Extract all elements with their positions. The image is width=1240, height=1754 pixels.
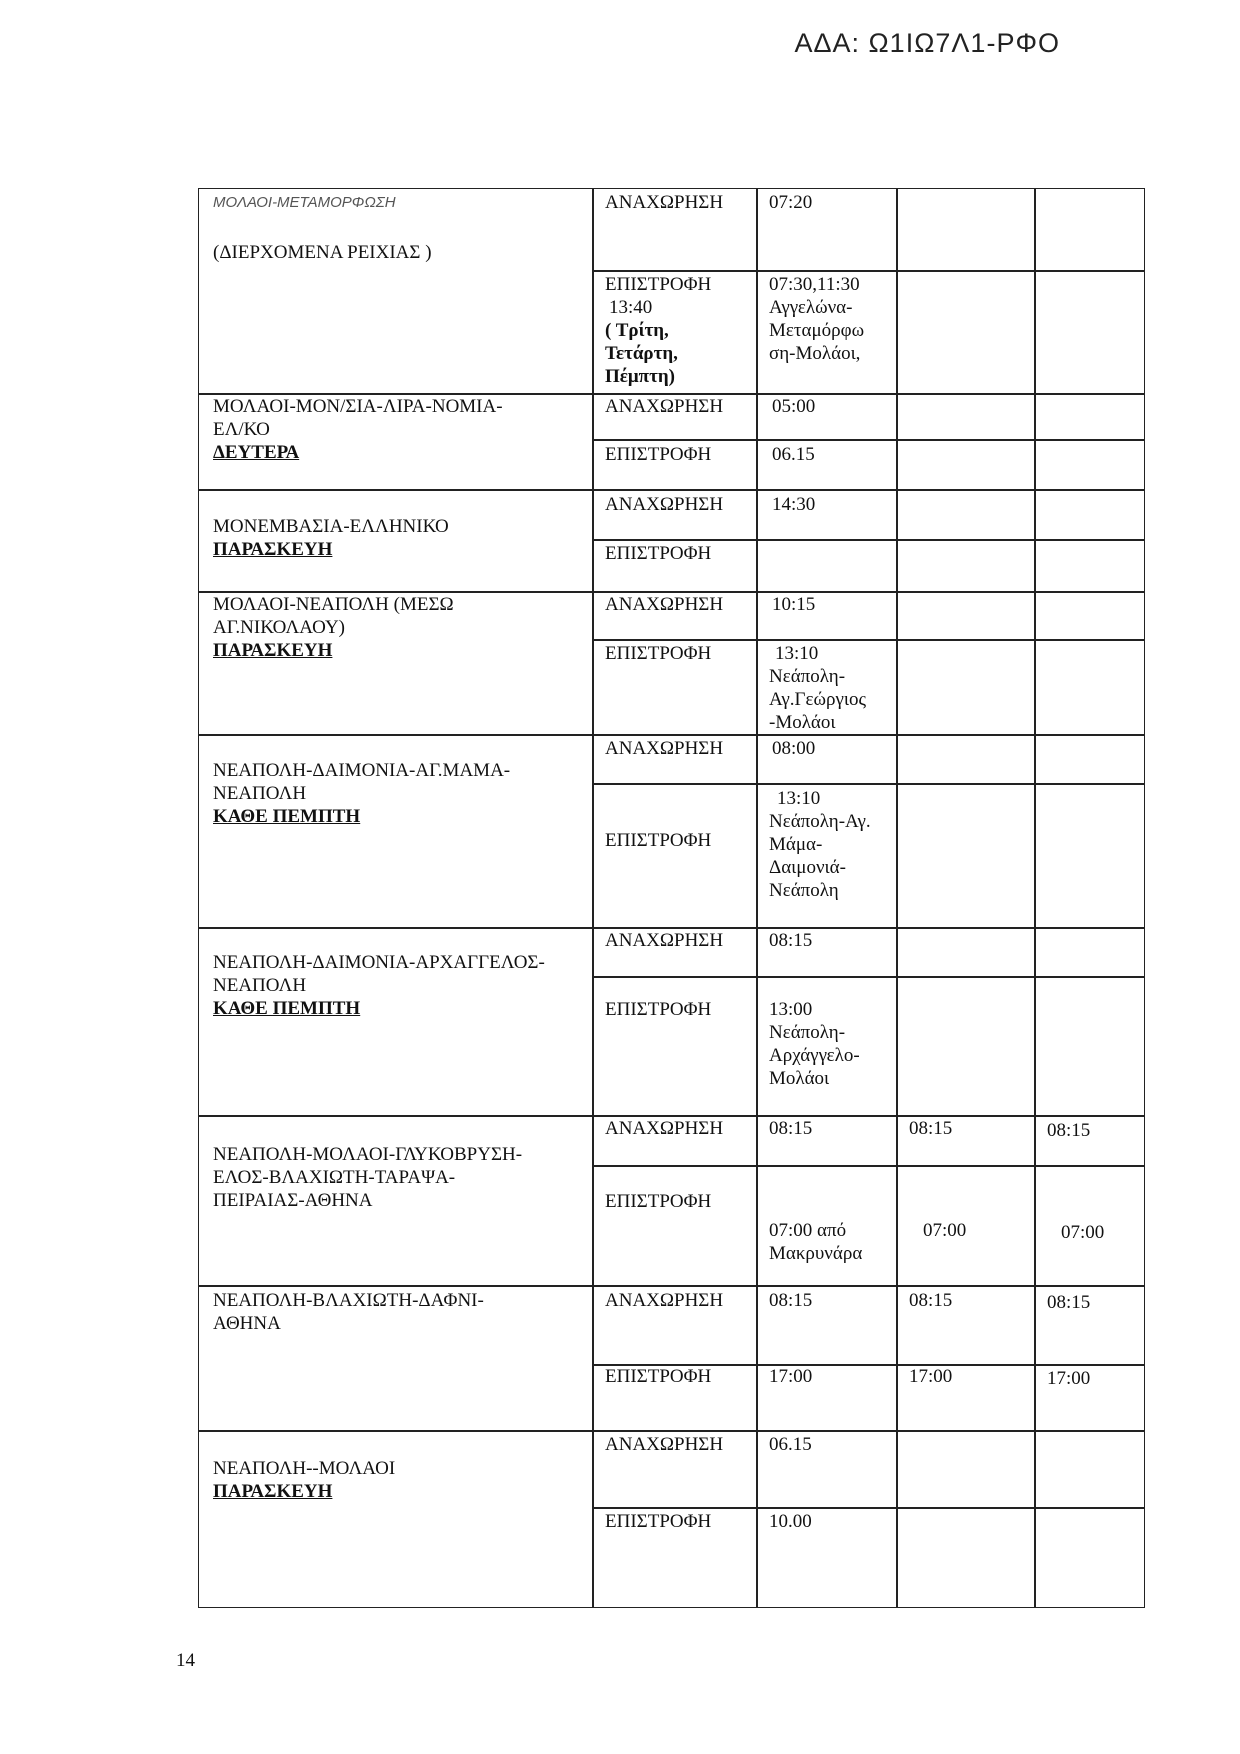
departure-label: ΑΝΑΧΩΡΗΣΗ	[605, 738, 724, 759]
column-divider	[756, 189, 758, 1607]
return-label-time: 13:40	[609, 297, 653, 318]
schedule-table	[198, 188, 1145, 1608]
return-time-line: 13:10	[775, 643, 819, 664]
return-time-line: Μεταμόρφω	[769, 320, 865, 341]
return-time-line: -Μολάοι	[769, 712, 836, 733]
column-divider	[592, 189, 594, 1607]
return-label: ΕΠΙΣΤΡΟΦΗ	[605, 999, 712, 1020]
departure-time: 06.15	[769, 1434, 812, 1455]
return-time: 17:00	[909, 1366, 953, 1387]
return-label: ΕΠΙΣΤΡΟΦΗ	[605, 543, 712, 564]
route-divider	[199, 734, 1144, 736]
return-label: ΕΠΙΣΤΡΟΦΗ	[605, 830, 712, 851]
route-name: ΜΟΝΕΜΒΑΣΙΑ-ΕΛΛΗΝΙΚΟ	[213, 516, 449, 537]
departure-time: 05:00	[772, 396, 816, 417]
return-time: 17:00	[1047, 1368, 1091, 1389]
route-name: ΝΕΑΠΟΛΗ--ΜΟΛΑΟΙ	[213, 1458, 396, 1479]
return-label: ΕΠΙΣΤΡΟΦΗ	[605, 274, 712, 295]
route-name-line: ΝΕΑΠΟΛΗ	[213, 783, 307, 804]
departure-time: 07:20	[769, 192, 813, 213]
row-divider	[592, 539, 1144, 541]
return-time-line: Αγ.Γεώργιος	[769, 689, 867, 710]
route-name-line: ΝΕΑΠΟΛΗ-ΔΑΙΜΟΝΙΑ-ΑΓ.ΜΑΜΑ-	[213, 760, 511, 781]
route-day: ΠΑΡΑΣΚΕΥΗ	[213, 640, 333, 661]
return-time-line: Νεάπολη-Αγ.	[769, 811, 871, 832]
return-label: ΕΠΙΣΤΡΟΦΗ	[605, 1511, 712, 1532]
row-divider	[592, 439, 1144, 441]
route-name-line: ΠΕΙΡΑΙΑΣ-ΑΘΗΝΑ	[213, 1190, 373, 1211]
column-divider	[896, 189, 898, 1607]
departure-time: 08:15	[769, 1118, 813, 1139]
return-time-line: Δαιμονιά-	[769, 857, 846, 878]
route-name: ΜΟΛΑΟΙ-ΜΕΤΑΜΟΡΦΩΣΗ	[213, 194, 396, 211]
return-days-line: ( Τρίτη,	[605, 320, 669, 341]
return-time-line: Νεάπολη	[769, 880, 839, 901]
departure-time: 08:00	[772, 738, 816, 759]
departure-time: 08:15	[1047, 1120, 1091, 1141]
route-name-line: ΑΓ.ΝΙΚΟΛΑΟΥ)	[213, 617, 345, 638]
return-time-line: 13:10	[777, 788, 821, 809]
return-time-line: Μάμα-	[769, 834, 823, 855]
route-day: ΠΑΡΑΣΚΕΥΗ	[213, 539, 333, 560]
return-time-line: Νεάπολη-	[769, 1022, 846, 1043]
row-divider	[592, 1507, 1144, 1509]
return-time-line: ση-Μολάοι,	[769, 343, 861, 364]
route-name-line: ΝΕΑΠΟΛΗ	[213, 975, 307, 996]
departure-time: 10:15	[772, 594, 816, 615]
route-day: ΠΑΡΑΣΚΕΥΗ	[213, 1481, 333, 1502]
route-name-line: ΜΟΛΑΟΙ-ΝΕΑΠΟΛΗ (ΜΕΣΩ	[213, 594, 454, 615]
departure-label: ΑΝΑΧΩΡΗΣΗ	[605, 594, 724, 615]
route-divider	[199, 489, 1144, 491]
route-note: (ΔΙΕΡΧΟΜΕΝΑ ΡΕΙΧΙΑΣ )	[213, 242, 432, 263]
route-name-line: ΝΕΑΠΟΛΗ-ΒΛΑΧΙΩΤΗ-ΔΑΦΝΙ-	[213, 1290, 484, 1311]
route-name-line: ΜΟΛΑΟΙ-ΜΟΝ/ΣΙΑ-ΛΙΡΑ-ΝΟΜΙΑ-	[213, 396, 503, 417]
return-time: 17:00	[769, 1366, 813, 1387]
departure-time: 08:15	[909, 1118, 953, 1139]
row-divider	[592, 270, 1144, 272]
departure-label: ΑΝΑΧΩΡΗΣΗ	[605, 192, 724, 213]
route-name-line: ΕΛ/ΚΟ	[213, 419, 270, 440]
departure-time: 14:30	[772, 494, 816, 515]
return-time-line: 07:00 από	[769, 1220, 847, 1241]
return-days-line: Πέμπτη)	[605, 366, 675, 387]
return-label: ΕΠΙΣΤΡΟΦΗ	[605, 1191, 712, 1212]
return-time: 10.00	[769, 1511, 812, 1532]
route-divider	[199, 1430, 1144, 1432]
row-divider	[592, 976, 1144, 978]
departure-time: 08:15	[909, 1290, 953, 1311]
return-time-line: Μολάοι	[769, 1068, 830, 1089]
return-time-line: Μακρυνάρα	[769, 1243, 863, 1264]
route-name-line: ΝΕΑΠΟΛΗ-ΔΑΙΜΟΝΙΑ-ΑΡΧΑΓΓΕΛΟΣ-	[213, 952, 545, 973]
return-time-line: 07:30,11:30	[769, 274, 860, 295]
route-divider	[199, 1285, 1144, 1287]
return-time-line: Αρχάγγελο-	[769, 1045, 860, 1066]
route-day: ΔΕΥΤΕΡΑ	[213, 442, 300, 463]
return-time: 07:00	[1061, 1222, 1105, 1243]
route-day: ΚΑΘΕ ΠΕΜΠΤΗ	[213, 806, 361, 827]
return-time: 06.15	[772, 444, 815, 465]
return-label: ΕΠΙΣΤΡΟΦΗ	[605, 643, 712, 664]
departure-time: 08:15	[1047, 1292, 1091, 1313]
page-number: 14	[176, 1650, 195, 1671]
departure-label: ΑΝΑΧΩΡΗΣΗ	[605, 494, 724, 515]
route-name-line: ΝΕΑΠΟΛΗ-ΜΟΛΑΟΙ-ΓΛΥΚΟΒΡΥΣΗ-	[213, 1144, 523, 1165]
route-name-line: ΑΘΗΝΑ	[213, 1313, 281, 1334]
return-time-line: Αγγελώνα-	[769, 297, 853, 318]
departure-time: 08:15	[769, 1290, 813, 1311]
return-time-line: Νεάπολη-	[769, 666, 846, 687]
ada-code: ΑΔΑ: Ω1ΙΩ7Λ1-ΡΦΟ	[794, 28, 1060, 58]
departure-label: ΑΝΑΧΩΡΗΣΗ	[605, 930, 724, 951]
row-divider	[592, 783, 1144, 785]
return-time: 07:00	[923, 1220, 967, 1241]
row-divider	[592, 1165, 1144, 1167]
return-label: ΕΠΙΣΤΡΟΦΗ	[605, 444, 712, 465]
column-divider	[1034, 189, 1036, 1607]
return-time-line: 13:00	[769, 999, 813, 1020]
departure-label: ΑΝΑΧΩΡΗΣΗ	[605, 1434, 724, 1455]
return-days-line: Τετάρτη,	[605, 343, 678, 364]
return-label: ΕΠΙΣΤΡΟΦΗ	[605, 1366, 712, 1387]
departure-label: ΑΝΑΧΩΡΗΣΗ	[605, 1118, 724, 1139]
route-day: ΚΑΘΕ ΠΕΜΠΤΗ	[213, 998, 361, 1019]
row-divider	[592, 639, 1144, 641]
departure-time: 08:15	[769, 930, 813, 951]
departure-label: ΑΝΑΧΩΡΗΣΗ	[605, 1290, 724, 1311]
route-name-line: ΕΛΟΣ-ΒΛΑΧΙΩΤΗ-ΤΑΡΑΨΑ-	[213, 1167, 456, 1188]
departure-label: ΑΝΑΧΩΡΗΣΗ	[605, 396, 724, 417]
